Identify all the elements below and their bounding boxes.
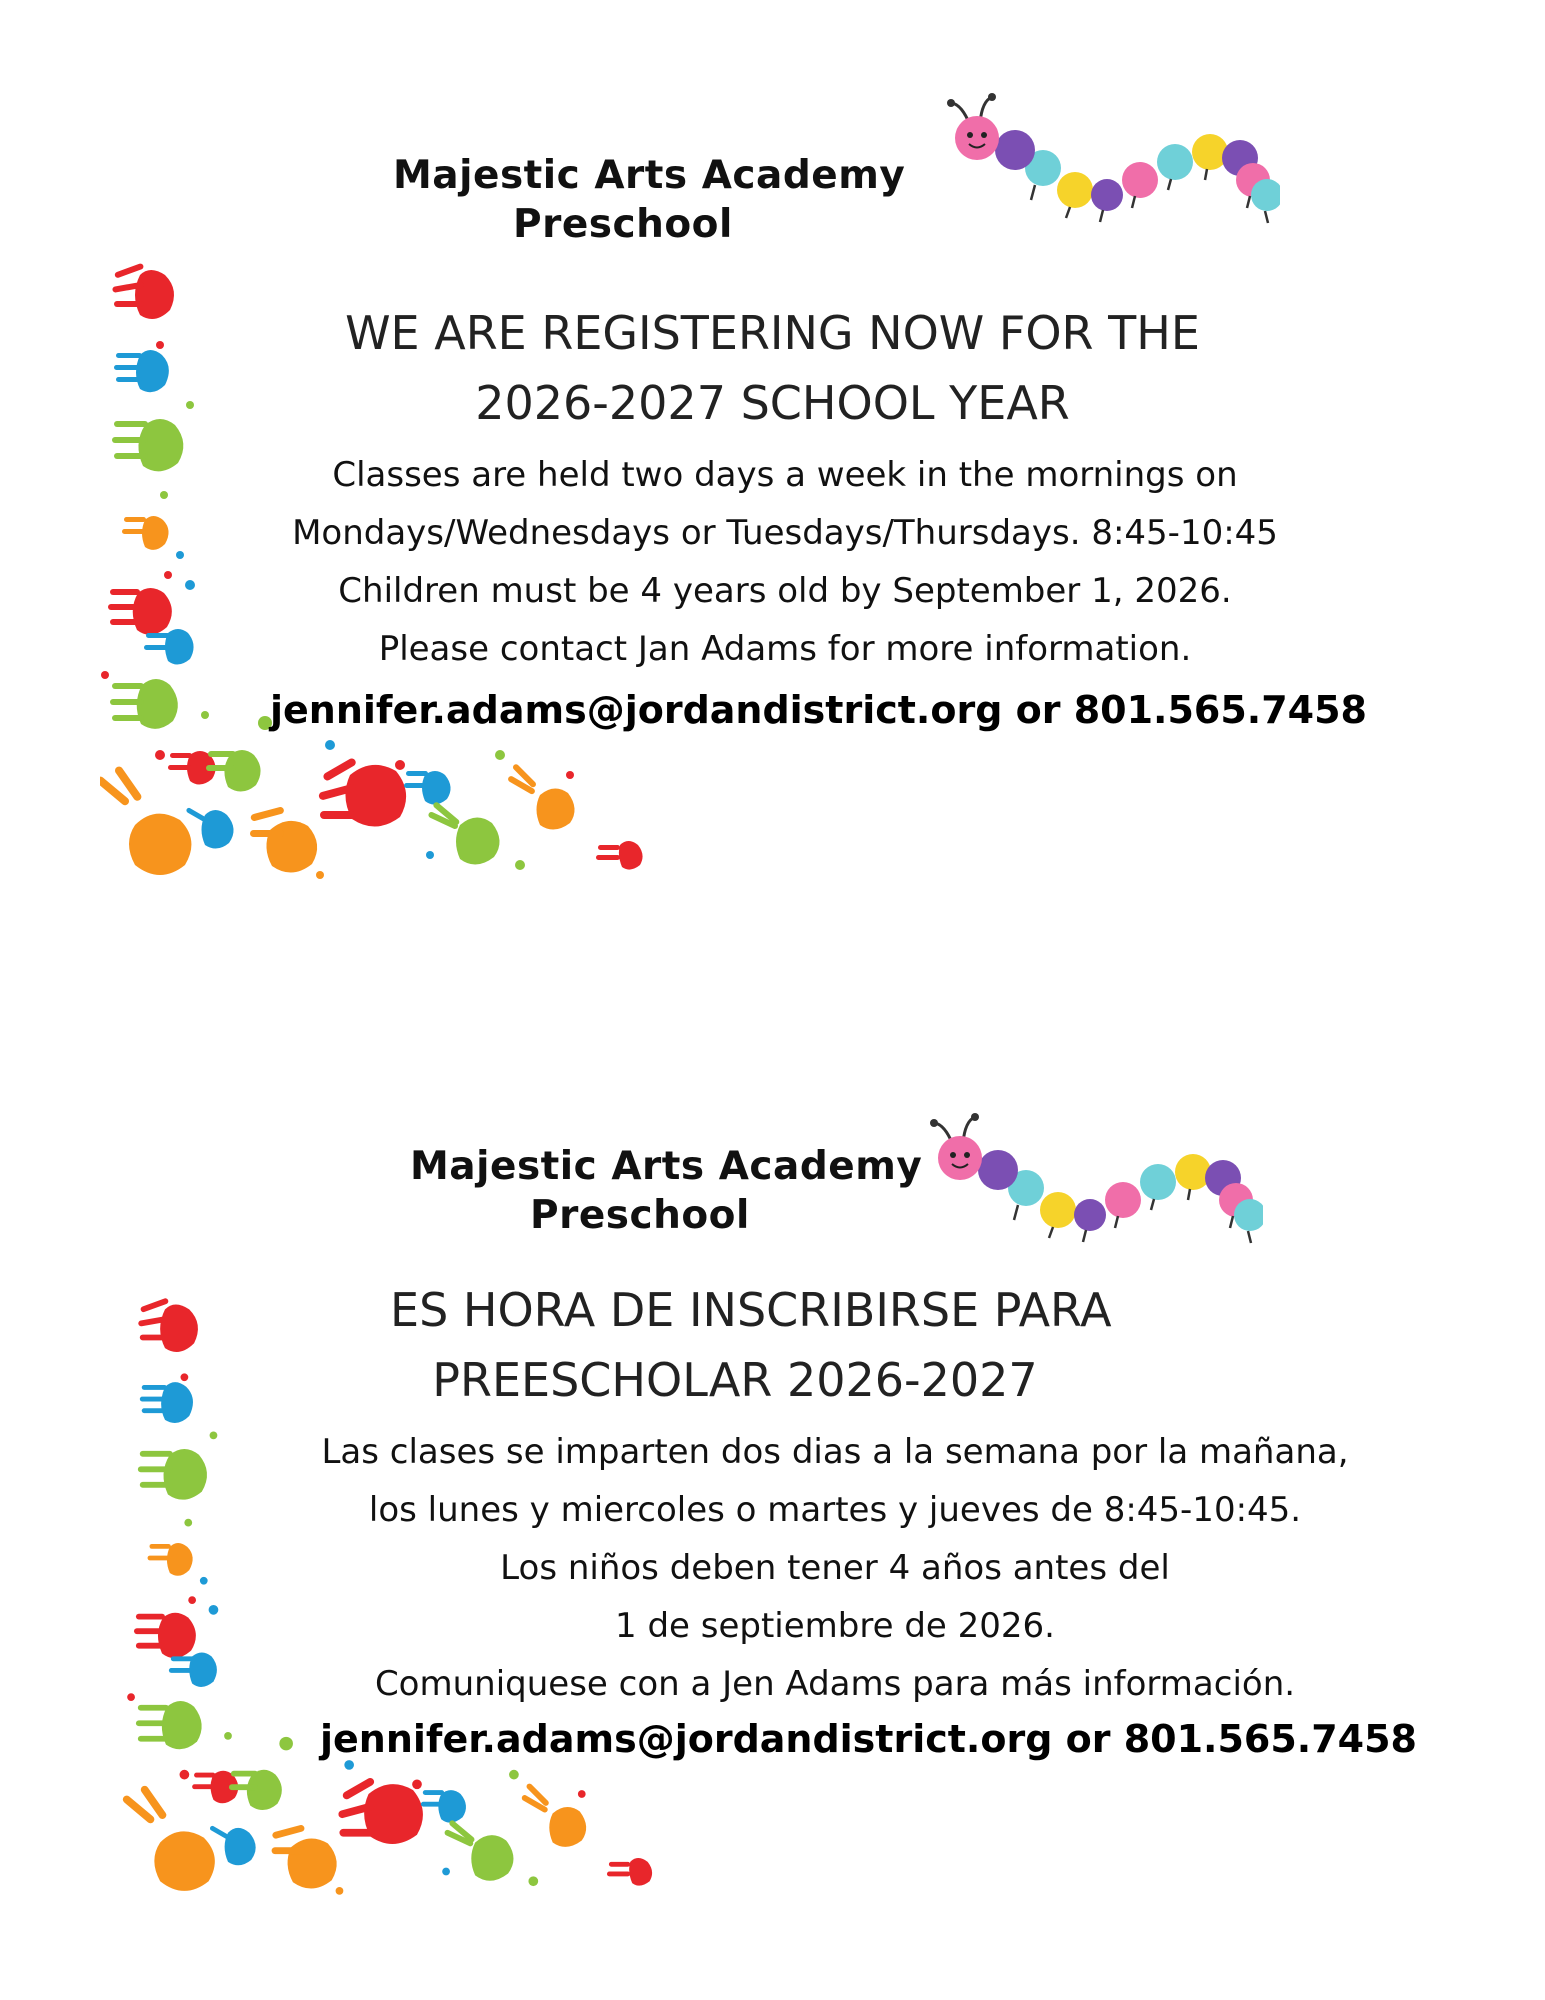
handprint-icon: [206, 750, 261, 792]
class-info: [270, 446, 1300, 678]
handprint-icon: [100, 765, 191, 875]
handprint-icon: [134, 1613, 196, 1658]
school-type: Preschool: [530, 1192, 750, 1238]
body-line: 1 de septiembre de 2026.: [615, 1606, 1055, 1646]
handprint-icon: [421, 1790, 466, 1823]
headline-line: PREESCHOLAR 2026-2027: [432, 1353, 1038, 1407]
school-name: Majestic Arts Academy: [410, 1144, 923, 1189]
handprint-icon: [148, 1543, 193, 1576]
body-line: Los niños deben tener 4 años antes del: [500, 1548, 1170, 1588]
school-type: Preschool: [513, 201, 733, 247]
handprint-icon: [121, 1784, 215, 1891]
body-line: Comuniquese con a Jen Adams para más información.: [374, 1664, 1296, 1704]
body-line: Children must be 4 years old by September 1, 2026.: [338, 571, 1232, 611]
handprint-icon: [521, 1782, 586, 1846]
handprint-icon: [229, 1770, 282, 1810]
headline-line: WE ARE REGISTERING NOW FOR THE: [345, 306, 1200, 360]
body-line: Please contact Jan Adams for more information.: [378, 629, 1192, 669]
handprint-icon: [250, 806, 317, 872]
caterpillar-illustration: [935, 90, 1280, 230]
body-line: Mondays/Wednesdays or Tuesdays/Thursdays. 8:45-10:45: [292, 513, 1278, 553]
school-name-block: [393, 152, 906, 250]
handprint-icon: [338, 1777, 423, 1844]
registration-headline: [260, 298, 1285, 438]
handprint-icon: [607, 1858, 652, 1886]
body-line: los lunes y miercoles o martes y jueves de 8:45-10:45.: [368, 1490, 1302, 1530]
headline-line: ES HORA DE INSCRIBIRSE PARA: [390, 1283, 1112, 1337]
handprint-icon: [108, 588, 172, 635]
handprint-icon: [169, 1652, 217, 1686]
handprint-icon: [138, 1449, 207, 1500]
school-name: Majestic Arts Academy: [393, 153, 906, 198]
handprint-icon: [110, 679, 178, 729]
body-line: Las clases se imparten dos dias a la semana por la mañana,: [321, 1432, 1349, 1472]
handprint-icon: [112, 419, 183, 471]
handprint-icon: [186, 807, 234, 849]
headline-line: 2026-2027 SCHOOL YEAR: [475, 376, 1070, 430]
flyer-spanish: [0, 1000, 1545, 1900]
handprint-icon: [209, 1825, 256, 1865]
handprint-icon: [318, 757, 406, 827]
handprint-icon: [140, 1382, 193, 1423]
flyer-english: [0, 0, 1545, 900]
school-name-block: [410, 1143, 923, 1241]
handprint-icon: [596, 841, 643, 870]
handprint-icon: [114, 350, 169, 392]
handprint-icon: [112, 263, 174, 319]
handprint-icon: [138, 1298, 198, 1353]
handprint-icon: [427, 801, 499, 865]
handprint-icon: [507, 763, 575, 830]
handprint-icon: [144, 629, 194, 665]
handprint-icon: [444, 1819, 514, 1881]
handprint-icon: [404, 771, 451, 805]
contact-line[interactable]: jennifer.adams@jordandistrict.org or 801.565.7458: [320, 1717, 1417, 1761]
registration-headline: [310, 1275, 1160, 1415]
handprint-icon: [272, 1824, 337, 1888]
class-info: [300, 1423, 1370, 1713]
body-line: Classes are held two days a week in the mornings on: [332, 455, 1238, 495]
handprint-icon: [122, 516, 169, 550]
caterpillar-illustration: [918, 1110, 1263, 1250]
handprint-icon: [136, 1701, 202, 1749]
contact-line[interactable]: jennifer.adams@jordandistrict.org or 801.565.7458: [270, 688, 1367, 732]
